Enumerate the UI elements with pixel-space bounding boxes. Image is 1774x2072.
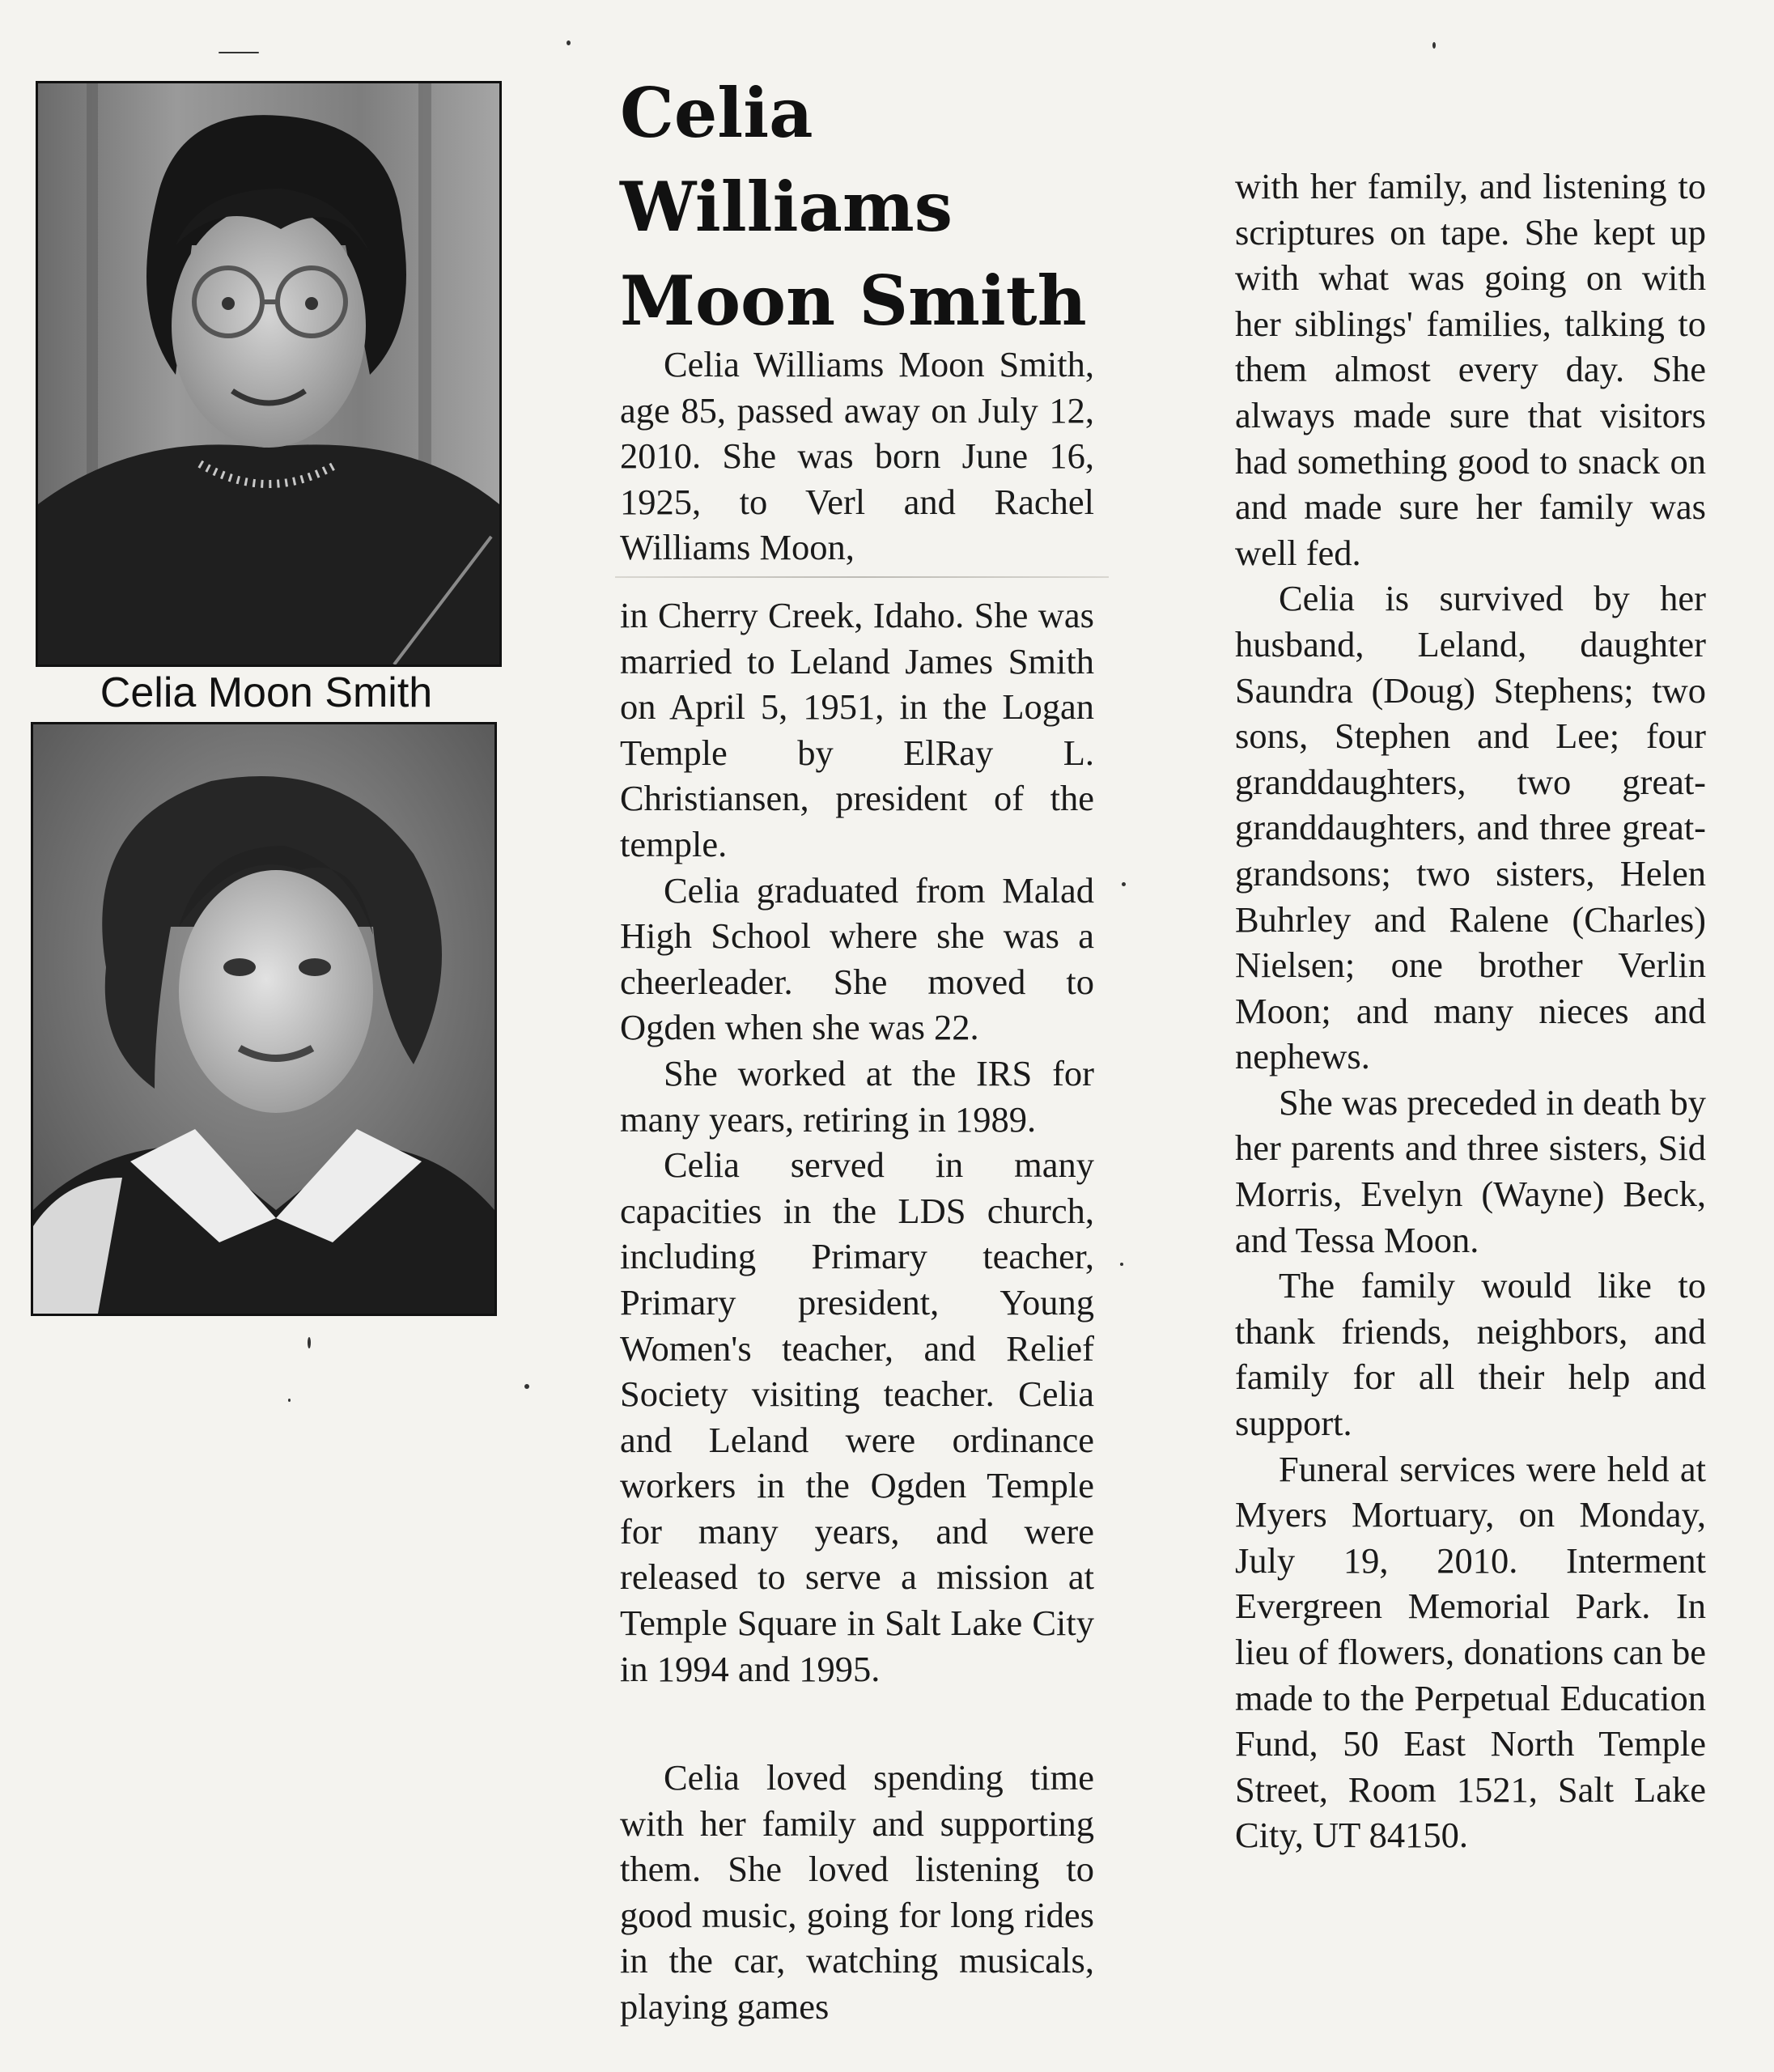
scan-speck: [288, 1399, 291, 1402]
portrait-photo-older: [36, 81, 502, 667]
paragraph-funeral: Funeral services were held at Myers Mortuary, on Monday, July 19, 2010. Interment Evergreen Memorial Park. In lieu of flowers, donations can be made to the Perpetual Education Fund, 50 East North Temple Street, Room 1521, Salt Lake City, UT 84150.: [1235, 1448, 1706, 1856]
scan-speck: [1120, 1263, 1123, 1266]
paragraph-family-life-continued: with her family, and listening to scriptures on tape. She kept up with what was going on with her siblings' families, talking to them almost every day. She always made sure that visitors had something good to snack on and made sure her family was well fed.: [1235, 166, 1706, 573]
paragraph-survivors: Celia is survived by her husband, Leland, daughter Saundra (Doug) Stephens; two sons, Stephen and Lee; four granddaughters, two great-granddaughters, and three great-grandsons; two sisters, Helen Buhrley and Ralene (Charles) Nielsen; one brother Verlin Moon; and many nieces and nephews.: [1235, 578, 1706, 1077]
photo-caption: Celia Moon Smith: [100, 669, 433, 716]
headline-line-2: Williams: [620, 167, 953, 247]
headline-line-3: Moon Smith: [620, 261, 1087, 341]
obituary-column-1-top: [620, 342, 1094, 571]
scan-speck: [1432, 42, 1436, 49]
paragraph-intro: Celia Williams Moon Smith, age 85, passed away on July 12, 2010. She was born June 16, 1925, to Verl and Rachel Williams Moon,: [620, 344, 1094, 568]
headline-line-1: Celia: [620, 73, 813, 153]
portrait-older-image: [38, 83, 499, 664]
scan-speck: [524, 1384, 529, 1389]
obituary-headline: [620, 66, 1138, 348]
paragraph-church-service: Celia served in many capacities in the LDS church, including Primary teacher, Primary president, Young Women's teacher, and Relief Society visiting teacher. Celia and Leland were ordinance workers in the Ogden Temple for many years, and were released to serve a mission at Temple Square in Salt Lake City in 1994 and 1995.: [620, 1144, 1094, 1689]
obituary-column-1-middle: [620, 592, 1094, 1692]
scan-speck: [308, 1337, 311, 1348]
obituary-column-2: [1235, 163, 1706, 1858]
paper-fold-line: [615, 576, 1109, 578]
scan-speck: [219, 52, 259, 53]
paragraph-career: She worked at the IRS for many years, retiring in 1989.: [620, 1052, 1094, 1140]
portrait-younger-image: [33, 724, 494, 1314]
paragraph-preceded: She was preceded in death by her parents and three sisters, Sid Morris, Evelyn (Wayne) Beck, and Tessa Moon.: [1235, 1081, 1706, 1260]
scan-speck: [567, 40, 571, 45]
obituary-column-1-bottom: [620, 1755, 1094, 2030]
paragraph-family-life: Celia loved spending time with her family and supporting them. She loved listening to good music, going for long rides in the car, watching musicals, playing games: [620, 1757, 1094, 2027]
paragraph-thanks: The family would like to thank friends, neighbors, and family for all their help and support.: [1235, 1265, 1706, 1444]
scan-speck: [1122, 882, 1126, 886]
portrait-photo-younger: [31, 722, 497, 1316]
paragraph-intro-continued: in Cherry Creek, Idaho. She was married to Leland James Smith on April 5, 1951, in the Logan Temple by ElRay L. Christiansen, president of the temple.: [620, 595, 1094, 864]
paragraph-education: Celia graduated from Malad High School where she was a cheerleader. She moved to Ogden when she was 22.: [620, 869, 1094, 1048]
